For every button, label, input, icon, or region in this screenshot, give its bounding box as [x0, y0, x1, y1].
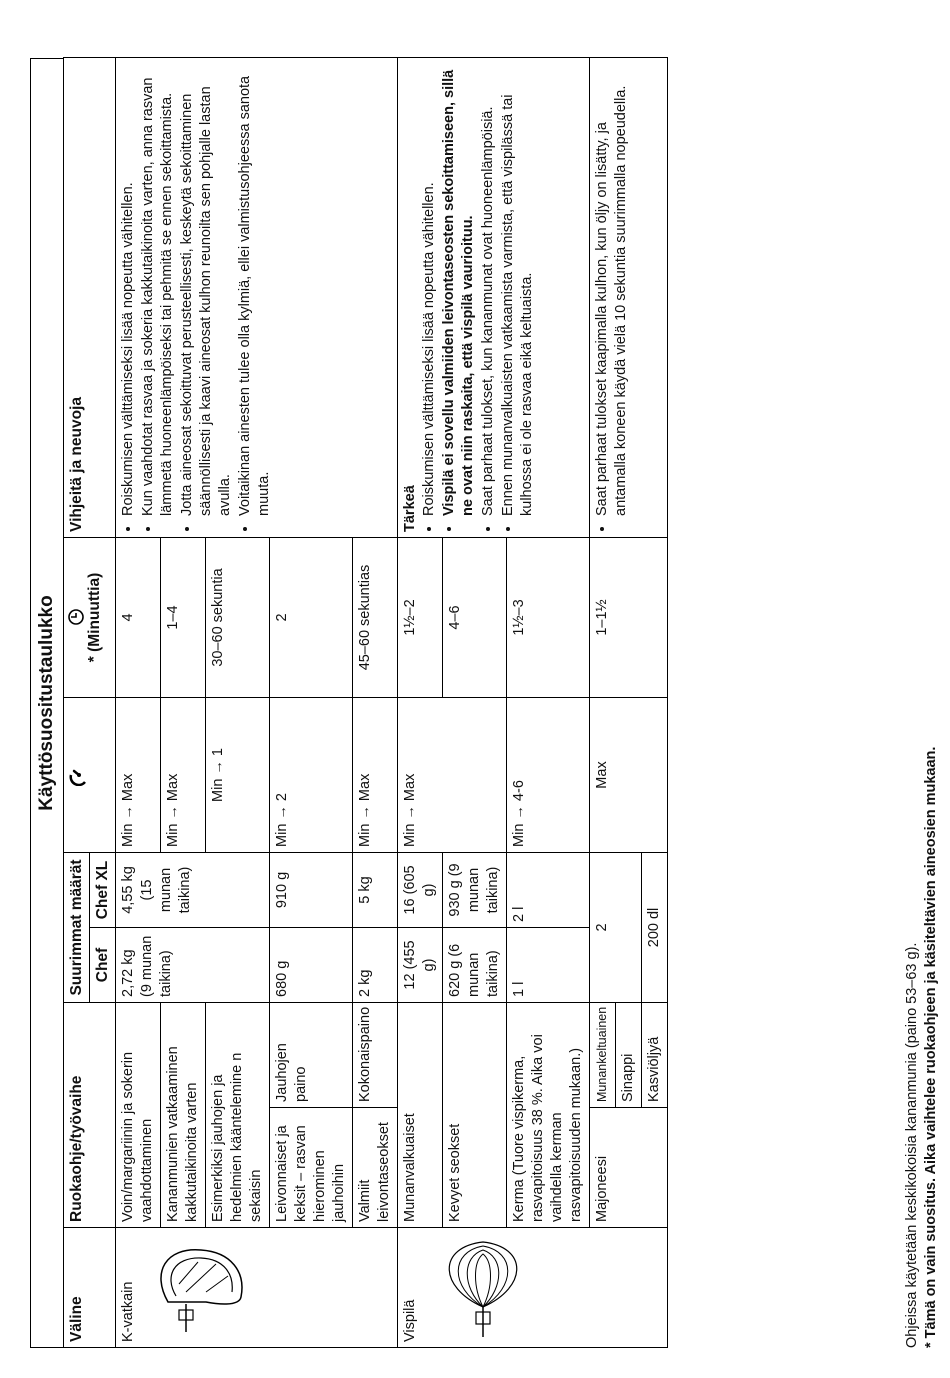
whisk-mayo-item-2: Sinappi — [616, 1003, 642, 1108]
header-speed — [64, 697, 116, 852]
whisk-chef-3: 1 l — [507, 928, 590, 1003]
kbeater-time-4: 2 — [270, 537, 353, 697]
whisk-mayo-recipe: Majoneesi — [590, 1108, 668, 1228]
whisk-icon — [428, 1237, 538, 1342]
header-time-label: * (Minuuttia) — [86, 572, 103, 663]
kbeater-speed-2: Min → Max — [161, 697, 206, 852]
whisk-chefxl-2: 930 g (9 munan taikina) — [443, 852, 507, 927]
kbeater-chef-5: 2 kg — [353, 928, 398, 1003]
usage-table — [63, 57, 668, 1348]
whisk-recipe-2: Kevyet seokset — [443, 1003, 507, 1228]
header-max: Suurimmat määrät — [64, 852, 90, 1002]
whisk-chefxl-3: 2 l — [507, 852, 590, 927]
whisk-mayo-speed: Max — [590, 697, 668, 852]
kbeater-time-5: 45–60 sekuntias — [353, 537, 398, 697]
whisk-important-label: Tärkeä — [402, 485, 418, 532]
kbeater-tip-3: • Jotta aineosat sekoittuvat perusteellisesti, keskeytä sekoittaminen säännöllisesti ja kaavi aineosat kulhon reunoilta sen pohjalle lastan avulla. — [178, 63, 235, 516]
whisk-recipe-1: Munanvalkuaiset — [398, 1003, 443, 1228]
kbeater-row-1 — [116, 57, 161, 1347]
header-recipe: Ruokaohje/työvaihe — [64, 1003, 116, 1228]
whisk-time-1: 1½–2 — [398, 537, 443, 697]
kbeater-chefxl-1: 4,55 kg (15 munan taikina) — [116, 852, 270, 927]
whisk-row-1 — [398, 57, 443, 1347]
footer-line-2: * Tämä on vain suositus. Aika vaihtelee ruokaohjeen ja käsiteltävien aineosien mukaan. — [923, 746, 939, 1348]
kbeater-tips — [116, 57, 398, 537]
header-chefxl: Chef XL — [90, 852, 116, 927]
whisk-tip-4: • Ennen munanvalkuaisten vatkaamista varmista, että vispilässä tai kulhossa ei ole rasvaa eikä keltuaista. — [499, 63, 537, 516]
kbeater-recipe-5: Valmiit leivontaseokset — [353, 1108, 398, 1228]
kbeater-time-3: 30–60 sekuntia — [206, 537, 270, 697]
kbeater-time-2: 1–4 — [161, 537, 206, 697]
whisk-tip-1: • Roiskumisen välttämiseksi lisää nopeutta vähitellen. — [420, 63, 439, 516]
whisk-tool-cell — [398, 1228, 668, 1348]
whisk-speed-1: Min → Max — [398, 697, 507, 852]
kbeater-name: K-vatkain — [120, 1281, 136, 1342]
whisk-tips — [398, 57, 590, 537]
whisk-mayo-qty-1: 2 — [590, 852, 642, 1002]
header-tool: Väline — [64, 1228, 116, 1348]
kbeater-sub-4: Jauhojen paino — [270, 1003, 353, 1108]
kbeater-tip-2: • Kun vaahdotat rasvaa ja sokeria kakkutaikinoita varten, anna rasvan lämmetä huoneenlämpöiseksi tai pehmitä se ennen sekoittamista. — [139, 63, 177, 516]
kbeater-recipe-2: Kananmunien vatkaaminen kakkutaikinoita varten — [161, 1003, 206, 1228]
whisk-name: Vispilä — [402, 1299, 418, 1342]
kbeater-chef-4: 680 g — [270, 928, 353, 1003]
whisk-mayo-time: 1–1½ — [590, 537, 668, 697]
header-row — [64, 57, 90, 1347]
kbeater-tool-cell — [116, 1228, 398, 1348]
whisk-mayo-item-1: Munankeltuainen — [590, 1003, 616, 1108]
whisk-tip-2: • Vispilä ei sovellu valmiiden leivontaseosten sekoittamiseen, sillä ne ovat niin raskaita, että vispilä vaurioituu. — [440, 63, 478, 516]
kbeater-chefxl-4: 910 g — [270, 852, 353, 927]
k-beater-icon — [146, 1242, 256, 1342]
whisk-mayo-qty-3: 200 dl — [642, 852, 668, 1002]
whisk-chef-2: 620 g (6 munan taikina) — [443, 928, 507, 1003]
usage-table-wrapper — [30, 58, 898, 1348]
kbeater-recipe-4: Leivonnaiset ja keksit – rasvan hierominen jauhoihin — [270, 1108, 353, 1228]
whisk-mayo-tip: • Saat parhaat tulokset kaapimalla kulhon, kun öljy on lisätty, ja antamalla koneen käydä vielä 10 sekuntia suurimmalla nopeudella. — [593, 63, 631, 516]
kbeater-tips-list — [119, 63, 274, 532]
kbeater-time-1: 4 — [116, 537, 161, 697]
kbeater-tip-4: • Voitaikinan ainesten tulee olla kylmiä, ellei valmistusohjeessa sanota muuta. — [236, 63, 274, 516]
kbeater-chef-1: 2,72 kg (9 munan taikina) — [116, 928, 270, 1003]
footer-notes — [903, 747, 941, 1348]
speed-dial-icon — [67, 764, 89, 786]
whisk-mayo-tips — [590, 57, 668, 537]
whisk-chef-1: 12 (455 g) — [398, 928, 443, 1003]
page-title: Käyttösuositustaulukko — [30, 58, 63, 1348]
whisk-mayo-tips-list — [593, 63, 631, 532]
kbeater-recipe-3: Esimerkiksi jauhojen ja hedelmien kääntelemine n sekaisin — [206, 1003, 270, 1228]
kbeater-speed-4: Min → 2 — [270, 697, 353, 852]
header-time — [64, 537, 116, 697]
whisk-time-3: 1½–3 — [507, 537, 590, 697]
whisk-tip-3: • Saat parhaat tulokset, kun kananmunat ovat huoneenlämpöisiä. — [479, 63, 498, 516]
whisk-recipe-3: Kerma (Tuore vispikerma, rasvapitoisuus 38 %. Aika voi vaihdella kerman rasvapitoisuuden mukaan.) — [507, 1003, 590, 1228]
whisk-time-2: 4–6 — [443, 537, 507, 697]
kbeater-sub-5: Kokonaispaino — [353, 1003, 398, 1108]
kbeater-speed-5: Min → Max — [353, 697, 398, 852]
kbeater-tip-1: • Roiskumisen välttämiseksi lisää nopeutta vähitellen. — [119, 63, 138, 516]
kbeater-chefxl-5: 5 kg — [353, 852, 398, 927]
kbeater-recipe-1: Voin/margariinin ja sokerin vaahdottaminen — [116, 1003, 161, 1228]
whisk-mayo-row-1 — [590, 57, 616, 1347]
header-tips: Vihjeitä ja neuvoja — [64, 57, 116, 537]
kbeater-speed-1: Min → Max — [116, 697, 161, 852]
kbeater-speed-3: Min → 1 — [206, 697, 270, 852]
clock-icon — [67, 608, 85, 626]
footer-line-1: Ohjeissa käytetään keskikokoisia kananmunia (paino 53–63 g). — [904, 942, 920, 1348]
header-chef: Chef — [90, 928, 116, 1003]
whisk-mayo-item-3: Kasviöljyä — [642, 1003, 668, 1108]
whisk-chefxl-1: 16 (605 g) — [398, 852, 443, 927]
whisk-tips-list — [420, 63, 537, 532]
whisk-speed-3: Min → 4-6 — [507, 697, 590, 852]
